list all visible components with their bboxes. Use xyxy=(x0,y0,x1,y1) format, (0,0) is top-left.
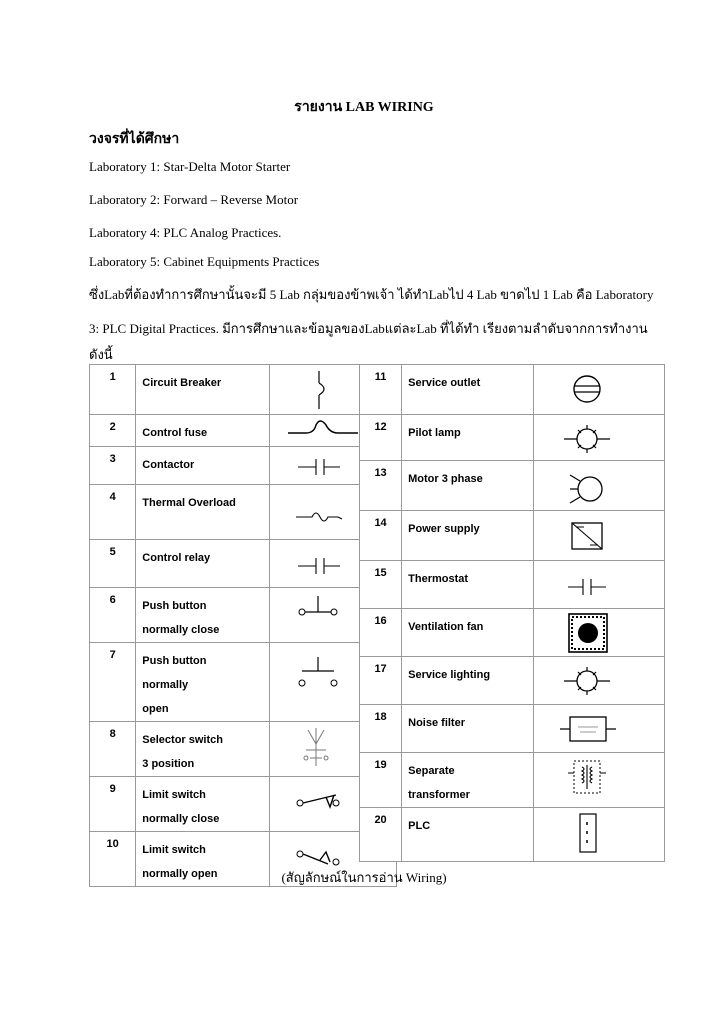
row-number: 4 xyxy=(90,485,136,540)
row-number: 2 xyxy=(90,415,136,447)
paragraph-line: ซึ่งLabที่ต้องทำการศึกษานั้นจะมี 5 Lab กลุ่มของข้าพเจ้า ได้ทำLabไป 4 Lab ขาดไป 1 Lab คือ Laboratory xyxy=(89,287,654,302)
table-row xyxy=(90,643,397,722)
table-row xyxy=(360,808,665,862)
table-row xyxy=(90,447,397,485)
symbol-name: Service lighting xyxy=(402,657,533,705)
table-row xyxy=(90,540,397,588)
symbol-name: Control fuse xyxy=(136,415,270,447)
symbol-table-left xyxy=(89,364,397,887)
table-row xyxy=(90,485,397,540)
service-outlet-icon xyxy=(533,365,664,415)
symbol-name: Noise filter xyxy=(402,705,533,753)
row-number: 6 xyxy=(90,588,136,643)
section-heading: วงจรที่ได้ศึกษา xyxy=(89,132,180,147)
pilot-lamp-icon xyxy=(533,415,664,461)
symbol-name: Push button normally close xyxy=(136,588,270,643)
row-number: 19 xyxy=(360,753,402,808)
table-row xyxy=(360,415,665,461)
row-number: 18 xyxy=(360,705,402,753)
lab-item: Laboratory 2: Forward – Reverse Motor xyxy=(89,192,299,207)
row-number: 10 xyxy=(90,832,136,887)
table-row xyxy=(360,609,665,657)
motor-3-phase-icon xyxy=(533,461,664,511)
row-number: 7 xyxy=(90,643,136,722)
plc-icon xyxy=(533,808,664,862)
thermostat-icon xyxy=(533,561,664,609)
symbol-name: Selector switch 3 position xyxy=(136,722,270,777)
symbol-name: Power supply xyxy=(402,511,533,561)
table-row xyxy=(90,365,397,415)
table-row xyxy=(360,461,665,511)
separate-transformer-icon xyxy=(533,753,664,808)
symbol-name: Pilot lamp xyxy=(402,415,533,461)
row-number: 9 xyxy=(90,777,136,832)
service-lighting-icon xyxy=(533,657,664,705)
symbol-name: Motor 3 phase xyxy=(402,461,533,511)
symbol-name: Limit switch normally close xyxy=(136,777,270,832)
symbol-name: Thermostat xyxy=(402,561,533,609)
row-number: 15 xyxy=(360,561,402,609)
row-number: 8 xyxy=(90,722,136,777)
paragraph-line: 3: PLC Digital Practices. มีการศึกษาและข้อมูลของLabแต่ละLab ที่ได้ทำ เรียงตามลำดับจากการทำงาน xyxy=(89,321,648,336)
table-row xyxy=(360,657,665,705)
lab-item: Laboratory 1: Star-Delta Motor Starter xyxy=(89,159,291,174)
row-number: 20 xyxy=(360,808,402,862)
symbol-name: Limit switch normally open xyxy=(136,832,270,887)
row-number: 3 xyxy=(90,447,136,485)
table-row xyxy=(360,753,665,808)
symbol-name: Control relay xyxy=(136,540,270,588)
table-row xyxy=(90,415,397,447)
symbol-table-right xyxy=(359,364,665,862)
row-number: 14 xyxy=(360,511,402,561)
symbol-name: PLC xyxy=(402,808,533,862)
row-number: 11 xyxy=(360,365,402,415)
lab-item: Laboratory 4: PLC Analog Practices. xyxy=(89,225,282,240)
symbol-name: Ventilation fan xyxy=(402,609,533,657)
table-row xyxy=(360,365,665,415)
table-row xyxy=(360,511,665,561)
noise-filter-icon xyxy=(533,705,664,753)
row-number: 5 xyxy=(90,540,136,588)
symbol-name: Contactor xyxy=(136,447,270,485)
symbol-name: Service outlet xyxy=(402,365,533,415)
power-supply-icon xyxy=(533,511,664,561)
row-number: 12 xyxy=(360,415,402,461)
ventilation-fan-icon xyxy=(533,609,664,657)
row-number: 17 xyxy=(360,657,402,705)
table-row xyxy=(90,777,397,832)
symbol-name: Separate transformer xyxy=(402,753,533,808)
symbol-name: Thermal Overload xyxy=(136,485,270,540)
symbol-name: Circuit Breaker xyxy=(136,365,270,415)
table-row xyxy=(90,588,397,643)
row-number: 1 xyxy=(90,365,136,415)
page-title: รายงาน LAB WIRING xyxy=(294,100,434,115)
figure-caption: (สัญลักษณ์ในการอ่าน Wiring) xyxy=(281,870,447,885)
paragraph-line: ดังนี้ xyxy=(89,347,113,362)
row-number: 16 xyxy=(360,609,402,657)
row-number: 13 xyxy=(360,461,402,511)
table-row xyxy=(360,705,665,753)
lab-item: Laboratory 5: Cabinet Equipments Practices xyxy=(89,254,320,269)
table-row xyxy=(360,561,665,609)
symbol-name: Push button normally open xyxy=(136,643,270,722)
table-row xyxy=(90,722,397,777)
